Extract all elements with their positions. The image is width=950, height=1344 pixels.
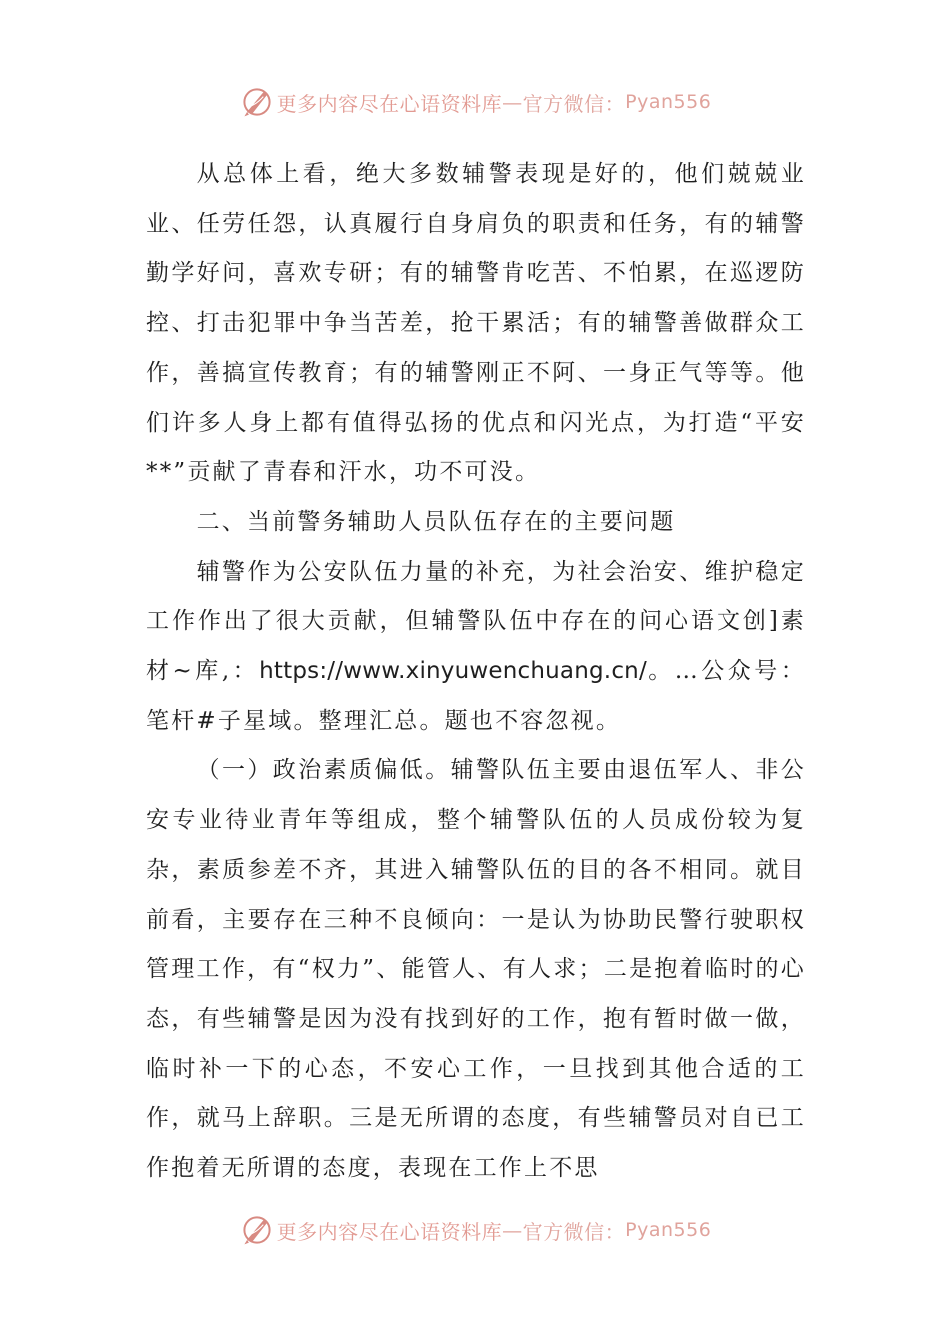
paragraph-3-tail: 。…公众号：笔杆#子星域。整理汇总。题也不容忽视。 bbox=[146, 658, 806, 734]
footer-watermark bbox=[0, 1210, 950, 1250]
paragraph-3-text: 辅警作为公安队伍力量的补充，为社会治安、维护稳定工作作出了很大贡献，但辅警队伍中存在的问心语文创]素材~库,： bbox=[146, 558, 806, 685]
pen-logo-icon bbox=[239, 1212, 275, 1248]
source-url-link[interactable]: https://www.xinyuwenchuang.cn/ bbox=[259, 658, 647, 685]
watermark-account: Pyan556 bbox=[625, 91, 712, 113]
document-body bbox=[146, 150, 806, 1194]
watermark-separator: — bbox=[502, 90, 523, 114]
watermark-separator: — bbox=[502, 1218, 523, 1242]
watermark-official: 官方微信： bbox=[522, 1219, 626, 1244]
watermark-brand: 更多内容尽在心语资料库 bbox=[276, 1219, 503, 1244]
paragraph-3 bbox=[146, 548, 806, 747]
paragraph-1: 从总体上看，绝大多数辅警表现是好的，他们兢兢业业、任劳任怨，认真履行自身肩负的职责和任务，有的辅警勤学好问，喜欢专研；有的辅警肯吃苦、不怕累，在巡逻防控、打击犯罪中争当苦差，抢干累活；有的辅警善做群众工作，善搞宣传教育；有的辅警刚正不阿、一身正气等等。他们许多人身上都有值得弘扬的优点和闪光点，为打造“平安**”贡献了青春和汗水，功不可没。 bbox=[146, 161, 806, 486]
paragraph-4: （一）政治素质偏低。辅警队伍主要由退伍军人、非公安专业待业青年等组成，整个辅警队伍的人员成份较为复杂，素质参差不齐，其进入辅警队伍的目的各不相同。就目前看，主要存在三种不良倾向：一是认为协助民警行驶职权管理工作，有“权力”、能管人、有人求；二是抱着临时的心态，有些辅警是因为没有找到好的工作，抱有暂时做一做，临时补一下的心态，不安心工作，一旦找到其他合适的工作，就马上辞职。三是无所谓的态度，有些辅警员对自已工作抱着无所谓的态度，表现在工作上不思 bbox=[146, 757, 806, 1182]
watermark-brand: 更多内容尽在心语资料库 bbox=[276, 91, 503, 116]
header-watermark bbox=[0, 82, 950, 122]
section-heading: 二、当前警务辅助人员队伍存在的主要问题 bbox=[196, 508, 676, 535]
pen-logo-icon bbox=[239, 84, 275, 120]
watermark-account: Pyan556 bbox=[625, 1219, 712, 1241]
watermark-official: 官方微信： bbox=[522, 91, 626, 116]
